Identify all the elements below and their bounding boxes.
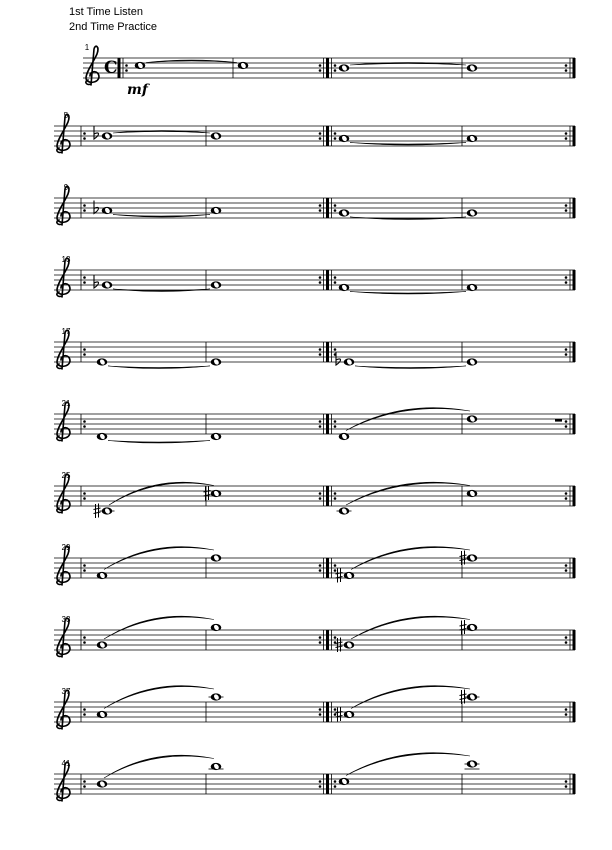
sharp-icon <box>336 707 343 722</box>
staff-system <box>54 399 575 443</box>
measure-number: 33 <box>61 615 71 624</box>
sharp-icon <box>204 486 211 501</box>
repeat-dot <box>565 132 568 135</box>
repeat-dot <box>334 132 337 135</box>
repeat-dot <box>334 204 337 207</box>
repeat-dot <box>319 420 322 423</box>
repeat-dot <box>565 492 568 495</box>
repeat-dot <box>319 132 322 135</box>
measure-number: 29 <box>61 543 71 552</box>
staff-system <box>54 753 575 801</box>
repeat-dot <box>334 348 337 351</box>
repeat-dot <box>319 780 322 783</box>
measure-number: 21 <box>61 399 71 408</box>
repeat-dot <box>565 281 568 284</box>
repeat-dot <box>319 281 322 284</box>
treble-clef-icon <box>86 46 99 85</box>
repeat-dot <box>334 425 337 428</box>
repeat-dot <box>334 564 337 567</box>
dynamic-marking: mf <box>127 82 148 98</box>
repeat-dot <box>334 420 337 423</box>
repeat-dot <box>83 132 86 135</box>
repeat-dot <box>334 492 337 495</box>
staff-system <box>54 183 575 225</box>
flat-icon <box>94 126 99 139</box>
repeat-dot <box>319 204 322 207</box>
slur-curve <box>104 686 214 709</box>
time-signature: C <box>104 58 118 78</box>
repeat-dot <box>83 497 86 500</box>
repeat-dot <box>319 636 322 639</box>
tie-curve <box>108 441 210 444</box>
repeat-dot <box>334 708 337 711</box>
repeat-dot <box>334 636 337 639</box>
slur-curve <box>351 616 470 639</box>
treble-clef-icon <box>57 114 70 153</box>
tie-curve <box>108 366 210 369</box>
repeat-dot <box>319 137 322 140</box>
repeat-dot <box>565 785 568 788</box>
tie-curve <box>146 60 237 63</box>
repeat-dot <box>334 497 337 500</box>
repeat-dot <box>83 420 86 423</box>
staff-system <box>54 255 575 297</box>
repeat-dot <box>565 420 568 423</box>
repeat-dot <box>319 569 322 572</box>
repeat-dot <box>83 281 86 284</box>
measure-number: 41 <box>61 759 71 768</box>
treble-clef-icon <box>57 474 70 513</box>
whole-rest-icon <box>555 419 562 422</box>
treble-clef-icon <box>57 618 70 657</box>
treble-clef-icon <box>57 546 70 585</box>
tie-curve <box>113 289 210 292</box>
measure-number: 5 <box>63 111 69 120</box>
repeat-dot <box>83 564 86 567</box>
flat-icon <box>94 201 99 214</box>
flat-icon <box>336 352 341 365</box>
repeat-dot <box>319 353 322 356</box>
repeat-dot <box>334 785 337 788</box>
repeat-dot <box>83 492 86 495</box>
sharp-icon <box>460 620 467 635</box>
repeat-dot <box>565 69 568 72</box>
treble-clef-icon <box>57 258 70 297</box>
repeat-dot <box>565 641 568 644</box>
measure-number: 13 <box>61 255 71 264</box>
header-line-2: 2nd Time Practice <box>69 21 158 33</box>
sharp-icon <box>336 568 343 583</box>
repeat-dot <box>565 708 568 711</box>
repeat-dot <box>125 64 128 67</box>
repeat-dot <box>334 780 337 783</box>
slur-curve <box>346 753 470 776</box>
repeat-dot <box>319 713 322 716</box>
repeat-dot <box>83 204 86 207</box>
repeat-dot <box>319 276 322 279</box>
measure-number: 25 <box>61 471 71 480</box>
repeat-dot <box>334 69 337 72</box>
staff-system <box>83 43 575 98</box>
repeat-dot <box>83 137 86 140</box>
repeat-dot <box>83 348 86 351</box>
repeat-dot <box>565 497 568 500</box>
treble-clef-icon <box>57 690 70 729</box>
slur-curve <box>104 616 214 639</box>
repeat-dot <box>83 785 86 788</box>
repeat-dot <box>334 569 337 572</box>
repeat-dot <box>83 708 86 711</box>
repeat-dot <box>565 713 568 716</box>
slur-curve <box>104 755 214 778</box>
repeat-dot <box>565 276 568 279</box>
repeat-dot <box>565 137 568 140</box>
repeat-dot <box>83 209 86 212</box>
repeat-dot <box>565 425 568 428</box>
repeat-dot <box>334 137 337 140</box>
repeat-dot <box>83 641 86 644</box>
tie-curve <box>350 217 466 220</box>
slur-curve <box>351 686 470 709</box>
staff-system <box>54 615 575 657</box>
repeat-dot <box>319 492 322 495</box>
repeat-dot <box>565 636 568 639</box>
repeat-dot <box>125 69 128 72</box>
repeat-dot <box>319 348 322 351</box>
repeat-dot <box>334 713 337 716</box>
repeat-dot <box>83 636 86 639</box>
repeat-dot <box>565 564 568 567</box>
tie-curve <box>355 366 466 369</box>
repeat-dot <box>565 64 568 67</box>
tie-curve <box>350 292 466 295</box>
repeat-dot <box>334 276 337 279</box>
treble-clef-icon <box>57 330 70 369</box>
measure-number: 37 <box>61 687 71 696</box>
repeat-dot <box>319 497 322 500</box>
repeat-dot <box>565 780 568 783</box>
staff-system <box>54 543 575 585</box>
measure-number: 1 <box>84 43 90 52</box>
tie-curve <box>113 215 210 218</box>
repeat-dot <box>319 64 322 67</box>
treble-clef-icon <box>57 186 70 225</box>
slur-curve <box>109 482 214 505</box>
repeat-dot <box>83 276 86 279</box>
staff-system <box>54 111 575 153</box>
repeat-dot <box>565 353 568 356</box>
repeat-dot <box>319 641 322 644</box>
slur-curve <box>346 482 470 505</box>
repeat-dot <box>319 209 322 212</box>
measure-number: 9 <box>63 183 69 192</box>
staff-system <box>54 471 575 518</box>
repeat-dot <box>334 64 337 67</box>
repeat-dot <box>83 780 86 783</box>
staff-system <box>54 327 575 369</box>
repeat-dot <box>319 708 322 711</box>
repeat-dot <box>83 569 86 572</box>
flat-icon <box>94 275 99 288</box>
repeat-dot <box>565 569 568 572</box>
repeat-dot <box>334 281 337 284</box>
repeat-dot <box>319 425 322 428</box>
measure-number: 17 <box>61 327 71 336</box>
repeat-dot <box>319 785 322 788</box>
staff-system <box>54 686 575 729</box>
treble-clef-icon <box>57 402 70 441</box>
repeat-dot <box>83 425 86 428</box>
repeat-dot <box>83 353 86 356</box>
repeat-dot <box>83 713 86 716</box>
tie-curve <box>350 143 466 146</box>
repeat-dot <box>565 204 568 207</box>
treble-clef-icon <box>57 762 70 801</box>
repeat-dot <box>319 564 322 567</box>
header-line-1: 1st Time Listen <box>69 6 143 18</box>
repeat-dot <box>565 209 568 212</box>
repeat-dot <box>319 69 322 72</box>
repeat-dot <box>334 209 337 212</box>
repeat-dot <box>565 348 568 351</box>
